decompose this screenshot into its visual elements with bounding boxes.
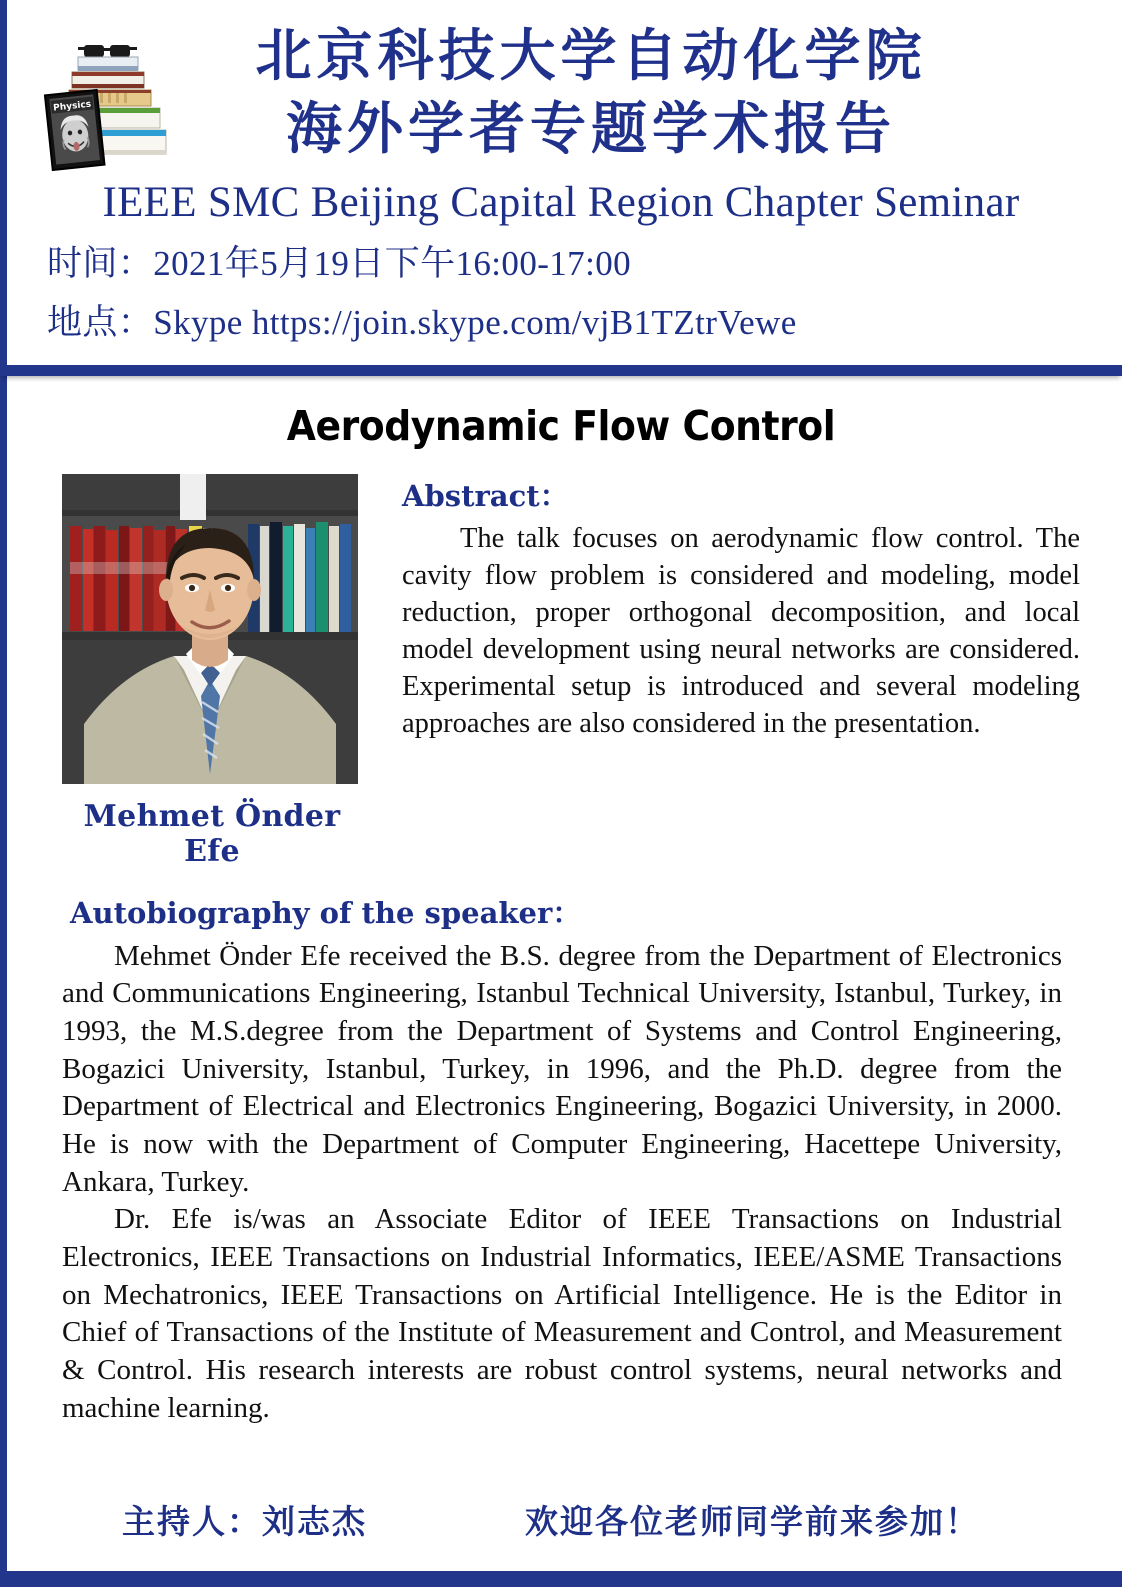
autobiography-body bbox=[62, 938, 1062, 1428]
abstract-body: The talk focuses on aerodynamic flow control. The cavity flow problem is considered and modeling, model reduction, proper orthogonal decomposition, and local model development using neural networks are considered. Experimental setup is introduced and several modeling approaches are also considered in the presentation. bbox=[402, 522, 1080, 739]
poster-footer bbox=[0, 1496, 1122, 1543]
seminar-location[interactable]: 地点：Skype https://join.skype.com/vjB1TZtrVewe bbox=[47, 302, 797, 342]
header-divider-rule bbox=[0, 365, 1122, 376]
org-line-1: 北京科技大学自动化学院 bbox=[255, 23, 927, 89]
autobiography-paragraph-1: Mehmet Önder Efe received the B.S. degree from the Department of Electronics and Communications Engineering, Istanbul Technical University, Istanbul, Turkey, in 1993, the M.S.degree from the Department of Systems and Control Engineering, Bogazici University, Istanbul, Turkey, in 1996, and the Ph.D. degree from the Department of Electrical and Electronics Engineering, Bogazici University, in 2000. He is now with the Department of Computer Engineering, Hacettepe University, Ankara, Turkey. bbox=[62, 939, 1062, 1198]
speaker-photo bbox=[62, 474, 358, 784]
poster-header bbox=[0, 0, 1122, 376]
autobiography-heading: Autobiography of the speaker： bbox=[70, 895, 582, 930]
abstract-heading: Abstract： bbox=[402, 478, 569, 513]
speaker-name: Mehmet Önder Efe bbox=[83, 798, 341, 869]
stacked-books-with-glasses-and-physics-book-icon bbox=[34, 32, 184, 192]
talk-title: Aerodynamic Flow Control bbox=[286, 401, 836, 450]
autobiography-paragraph-2: Dr. Efe is/was an Associate Editor of IEEE Transactions on Industrial Electronics, IEEE Transactions on Industrial Informatics, IEEE/ASME Transactions on Mechatronics, IEEE Transactions on Artificial Intelligence. He is the Editor in Chief of Transactions of the Institute of Measurement and Control, and Measurement & Control. His research interests are robust control systems, neural networks and machine learning. bbox=[62, 1203, 1062, 1424]
chapter-seminar-line: IEEE SMC Beijing Capital Region Chapter Seminar bbox=[102, 178, 1020, 226]
footer-host: 主持人：刘志杰 bbox=[122, 1502, 367, 1541]
speaker-photo-column bbox=[62, 474, 362, 869]
abstract-section bbox=[0, 474, 1122, 869]
abstract-text-column bbox=[362, 474, 1080, 869]
bottom-border-bar bbox=[0, 1571, 1122, 1587]
seminar-time: 时间：2021年5月19日下午16:00-17:00 bbox=[47, 243, 632, 283]
org-line-2: 海外学者专题学术报告 bbox=[286, 95, 896, 162]
footer-welcome: 欢迎各位老师同学前来参加！ bbox=[525, 1502, 980, 1541]
svg-text:Physics: Physics bbox=[52, 99, 92, 114]
